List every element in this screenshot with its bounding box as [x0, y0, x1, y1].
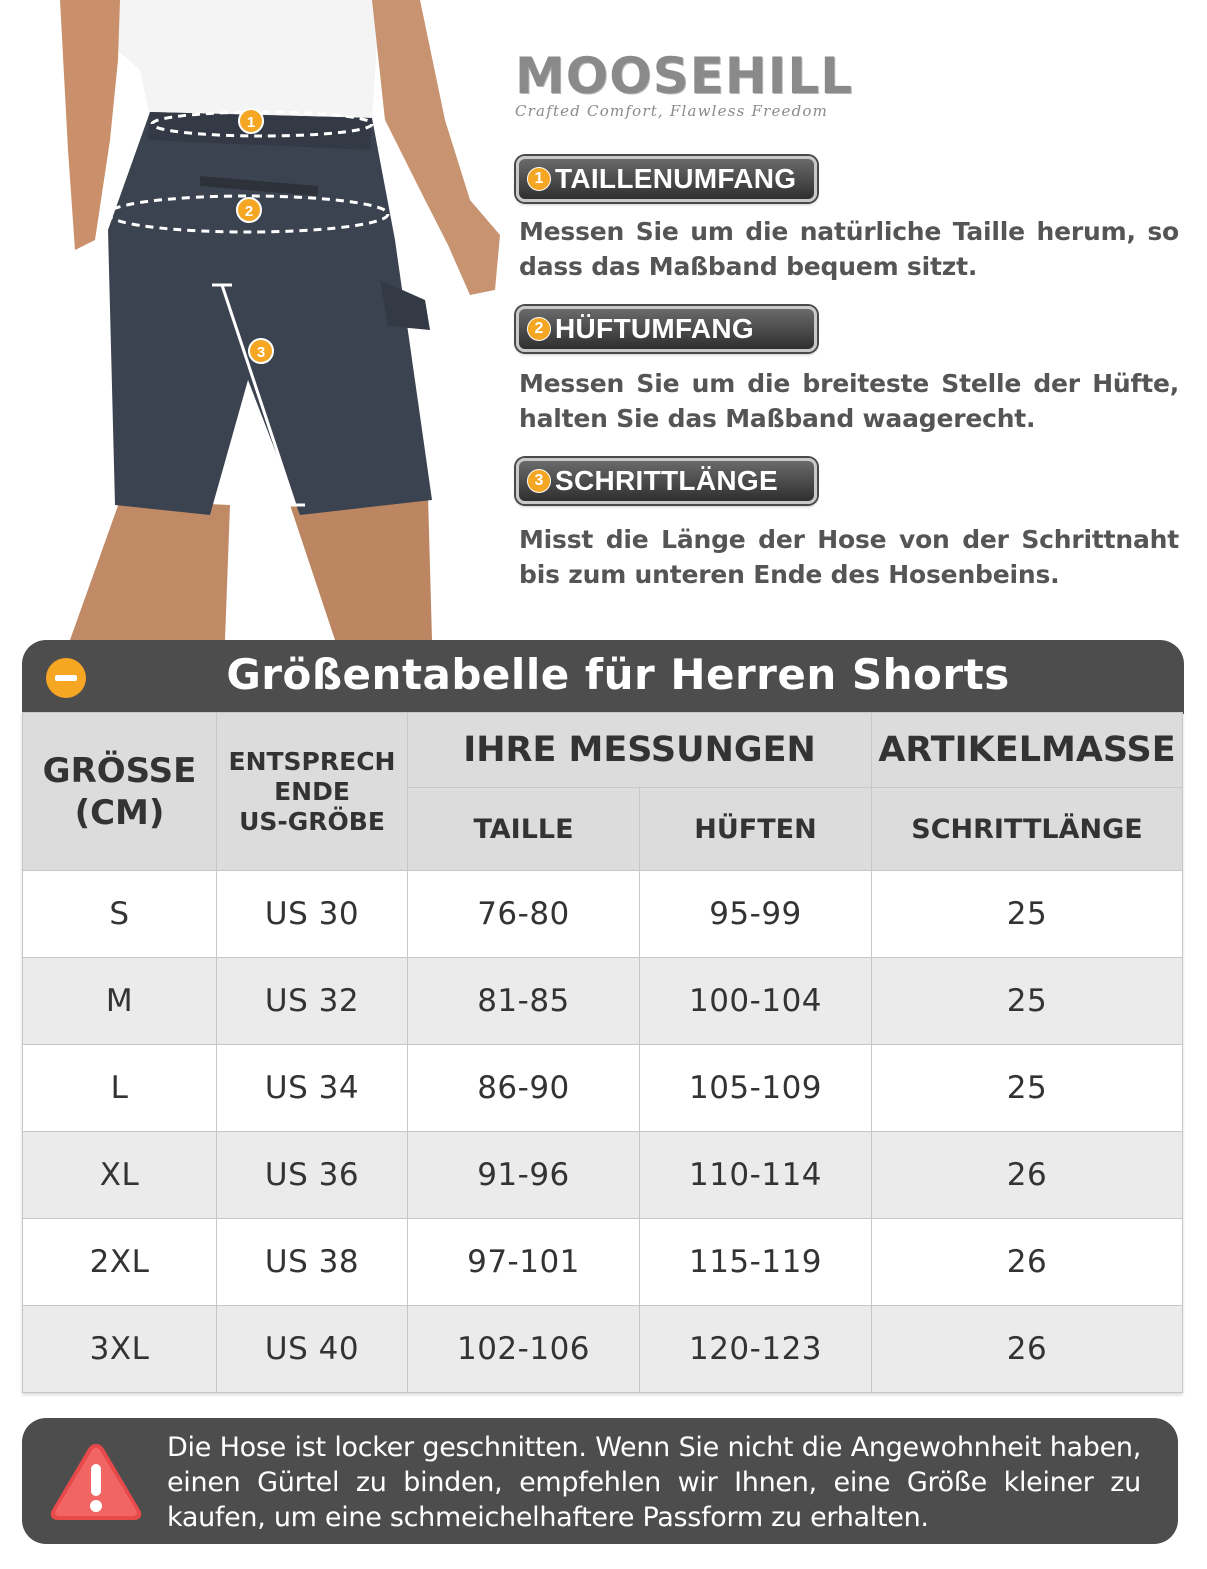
brand-tagline: Crafted Comfort, Flawless Freedom: [515, 102, 829, 120]
cell-hips: 120-123: [640, 1306, 872, 1393]
table-row: [23, 958, 1183, 1045]
waist-label: TAILLENUMFANG: [555, 163, 797, 194]
cell-us-size: US 34: [217, 1045, 408, 1132]
cell-us-size: US 40: [217, 1306, 408, 1393]
cell-inseam: 26: [872, 1219, 1183, 1306]
cell-inseam: 26: [872, 1306, 1183, 1393]
photo-marker-1: [239, 109, 263, 133]
cell-hips: 105-109: [640, 1045, 872, 1132]
hip-description: Messen Sie um die breiteste Stelle der Hüfte, halten Sie das Maßband waagerecht.: [519, 369, 1179, 433]
header-size-line2: (CM): [74, 792, 165, 833]
table-row: [23, 1306, 1183, 1393]
header-size-line1: GRÖSSE: [42, 750, 197, 791]
header-size: [23, 713, 217, 871]
cell-size: XL: [23, 1132, 217, 1219]
waist-description: Messen Sie um die natürliche Taille herum, so dass das Maßband bequem sitzt.: [519, 217, 1179, 281]
table-title-bar: [22, 640, 1184, 714]
table-title: Größentabelle für Herren Shorts: [226, 650, 1010, 699]
cell-hips: 100-104: [640, 958, 872, 1045]
cell-size: S: [23, 871, 217, 958]
warning-icon: [48, 1440, 144, 1522]
header-inseam: SCHRITTLÄNGE: [872, 788, 1183, 871]
table-row: [23, 1045, 1183, 1132]
header-hips: HÜFTEN: [640, 788, 872, 871]
svg-text:1: 1: [246, 114, 256, 131]
cell-size: 2XL: [23, 1219, 217, 1306]
hip-label: HÜFTUMFANG: [555, 313, 754, 344]
header-your-measurements: IHRE MESSUNGEN: [408, 713, 872, 788]
cell-size: 3XL: [23, 1306, 217, 1393]
fit-notice: [22, 1418, 1178, 1544]
notice-text: Die Hose ist locker geschnitten. Wenn Sie nicht die Angewohnheit haben, einen Gürtel zu binden, empfehlen wir Ihnen, eine Größe kleiner zu kaufen, um eine schmeichelhaftere Passform zu erhalten.: [167, 1432, 1141, 1533]
cell-waist: 102-106: [408, 1306, 640, 1393]
model-photo: [0, 0, 510, 640]
inseam-description: Misst die Länge der Hose von der Schrittnaht bis zum unteren Ende des Hosenbeins.: [519, 525, 1179, 589]
header-us-line1: ENTSPRECH: [228, 746, 396, 776]
cell-us-size: US 38: [217, 1219, 408, 1306]
brand-name: MOOSEHILL: [515, 47, 854, 105]
hip-label-pill: [516, 306, 817, 352]
cell-waist: 91-96: [408, 1132, 640, 1219]
svg-text:3: 3: [256, 344, 266, 361]
number-badge-3: 3: [527, 469, 551, 493]
cell-us-size: US 36: [217, 1132, 408, 1219]
header-us-line3: US-GRÖBE: [239, 806, 385, 836]
size-chart-table: [22, 712, 1183, 1393]
cell-size: L: [23, 1045, 217, 1132]
photo-marker-3: [249, 339, 273, 363]
inseam-label-pill: [516, 458, 817, 504]
table-row: [23, 871, 1183, 958]
cell-inseam: 25: [872, 871, 1183, 958]
header-us-line2: ENDE: [274, 776, 350, 806]
photo-marker-2: [237, 198, 261, 222]
cell-inseam: 26: [872, 1132, 1183, 1219]
waist-label-pill: [516, 156, 817, 202]
table-row: [23, 1132, 1183, 1219]
cell-waist: 76-80: [408, 871, 640, 958]
cell-waist: 97-101: [408, 1219, 640, 1306]
number-badge-2: 2: [527, 317, 551, 341]
cell-inseam: 25: [872, 1045, 1183, 1132]
table-row: [23, 1219, 1183, 1306]
brand-logo: [515, 47, 854, 120]
header-us-size: [217, 713, 408, 871]
number-badge-1: 1: [527, 167, 551, 191]
cell-hips: 115-119: [640, 1219, 872, 1306]
cell-inseam: 25: [872, 958, 1183, 1045]
cell-waist: 86-90: [408, 1045, 640, 1132]
inseam-label: SCHRITTLÄNGE: [555, 465, 778, 496]
cell-us-size: US 30: [217, 871, 408, 958]
cell-us-size: US 32: [217, 958, 408, 1045]
header-waist: TAILLE: [408, 788, 640, 871]
cell-hips: 110-114: [640, 1132, 872, 1219]
svg-text:2: 2: [244, 203, 254, 220]
cell-hips: 95-99: [640, 871, 872, 958]
cell-size: M: [23, 958, 217, 1045]
header-article-dimensions: ARTIKELMASSE: [872, 713, 1183, 788]
cell-waist: 81-85: [408, 958, 640, 1045]
